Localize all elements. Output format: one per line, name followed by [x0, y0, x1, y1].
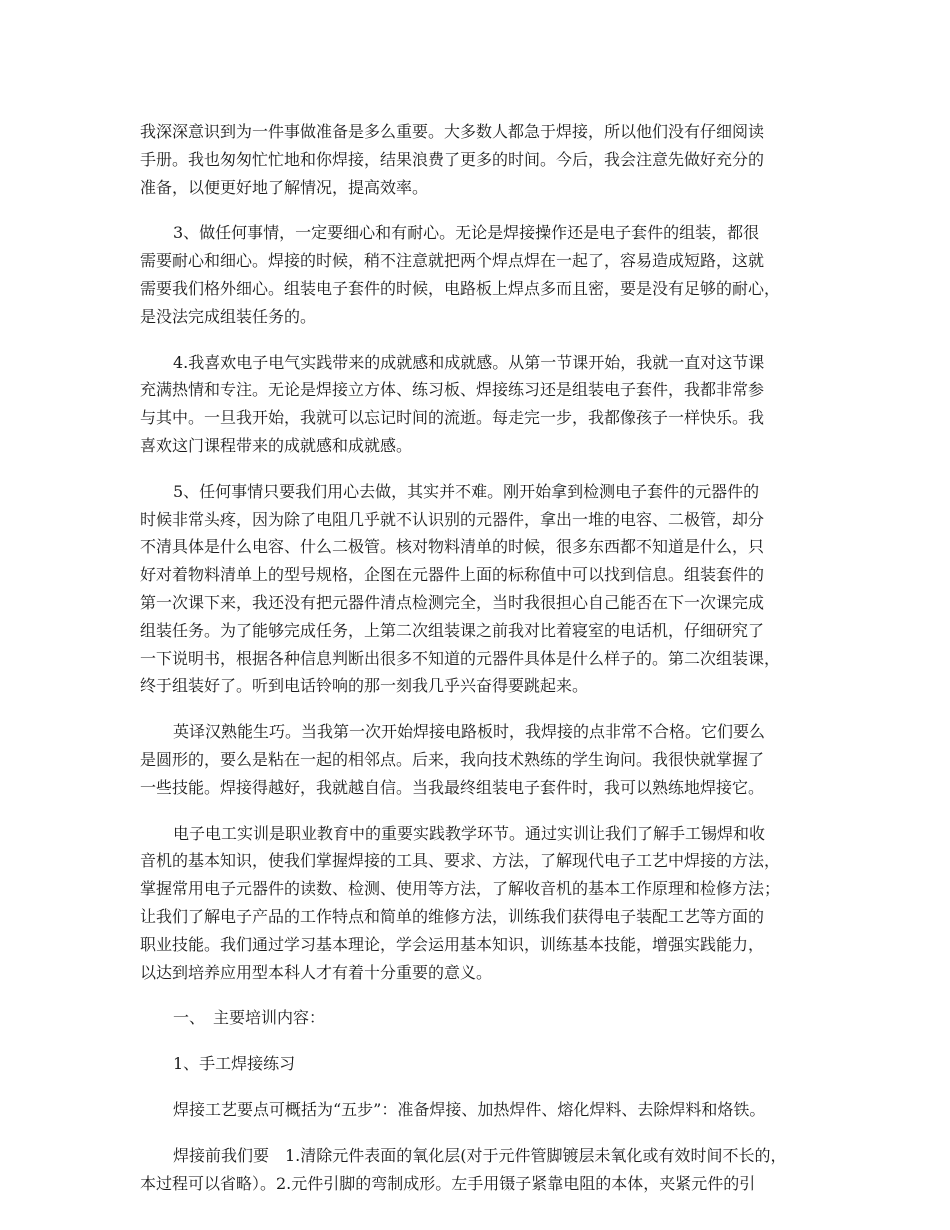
- text-line: 好对着物料清单上的型号规格，企图在元器件上面的标称值中可以找到信息。组装套件的: [140, 565, 765, 585]
- paragraph: [140, 478, 816, 700]
- paragraph: [140, 219, 816, 330]
- document-page: [140, 118, 816, 1215]
- paragraph: [140, 349, 816, 460]
- text-line: 3、做任何事情，一定要细心和有耐心。无论是焊接操作还是电子套件的组装，都很: [173, 223, 760, 243]
- text-line: 不清具体是什么电容、什么二极管。核对物料清单的时候，很多东西都不知道是什么，只: [140, 537, 765, 557]
- text-line: 充满热情和专注。无论是焊接立方体、练习板、焊接练习还是组装电子套件，我都非常参: [140, 380, 765, 400]
- text-line: 本过程可以省略）。2.元件引脚的弯制成形。左手用镊子紧靠电阻的本体，夹紧元件的引: [140, 1173, 756, 1193]
- paragraph: [140, 718, 816, 801]
- text-line: 一些技能。焊接得越好，我就越自信。当我最终组装电子套件时，我可以熟练地焊接它。: [140, 777, 765, 797]
- text-line: 一、 主要培训内容：: [173, 1008, 326, 1028]
- text-line: 手册。我也匆匆忙忙地和你焊接，结果浪费了更多的时间。今后，我会注意先做好充分的: [140, 149, 765, 169]
- text-line: 与其中。一旦我开始，我就可以忘记时间的流逝。每走完一步，我都像孩子一样快乐。我: [140, 408, 765, 428]
- text-line: 准备，以便更好地了解情况，提高效率。: [140, 177, 429, 197]
- text-line: 职业技能。我们通过学习基本理论，学会运用基本知识，训练基本技能，增强实践能力，: [140, 934, 765, 954]
- text-line: 1、手工焊接练习: [173, 1054, 296, 1074]
- text-line: 需要耐心和细心。焊接的时候，稍不注意就把两个焊点焊在一起了，容易造成短路，这就: [140, 251, 765, 271]
- text-line: 是没法完成组装任务的。: [140, 306, 317, 326]
- text-line: 英译汉熟能生巧。当我第一次开始焊接电路板时，我焊接的点非常不合格。它们要么: [173, 722, 766, 742]
- text-line: 是圆形的，要么是粘在一起的相邻点。后来，我向技术熟练的学生询问。我很快就掌握了: [140, 749, 765, 769]
- paragraph: [140, 118, 816, 201]
- text-line: 焊接工艺要点可概括为“五步”：准备焊接、加热焊件、熔化焊料、去除焊料和烙铁。: [173, 1099, 766, 1119]
- paragraph: [140, 1096, 816, 1124]
- text-line: 让我们了解电子产品的工作特点和简单的维修方法，训练我们获得电子装配工艺等方面的: [140, 906, 765, 926]
- text-line: 第一次课下来，我还没有把元器件清点检测完全，当时我很担心自己能否在下一次课完成: [140, 592, 765, 612]
- text-line: 掌握常用电子元器件的读数、检测、使用等方法，了解收音机的基本工作原理和检修方法；: [140, 879, 781, 899]
- paragraph: [140, 820, 816, 987]
- text-line: 焊接前我们要 1.清除元件表面的氧化层(对于元件管脚镀层未氧化或有效时间不长的，: [173, 1145, 787, 1165]
- text-line: 喜欢这门课程带来的成就感和成就感。: [140, 435, 413, 455]
- text-line: 我深深意识到为一件事做准备是多么重要。大多数人都急于焊接，所以他们没有仔细阅读: [140, 122, 765, 141]
- text-line: 电子电工实训是职业教育中的重要实践教学环节。通过实训让我们了解手工锡焊和收: [173, 823, 766, 843]
- paragraph: [140, 1050, 816, 1078]
- text-line: 以达到培养应用型本科人才有着十分重要的意义。: [140, 962, 493, 982]
- text-line: 需要我们格外细心。组装电子套件的时候，电路板上焊点多而且密，要是没有足够的耐心，: [140, 278, 781, 298]
- text-line: 时候非常头疼，因为除了电阻几乎就不认识别的元器件，拿出一堆的电容、二极管，却分: [140, 509, 765, 529]
- text-line: 4.我喜欢电子电气实践带来的成就感和成就感。从第一节课开始，我就一直对这节课: [173, 352, 765, 372]
- text-line: 组装任务。为了能够完成任务，上第二次组装课之前我对比着寝室的电话机，仔细研究了: [140, 620, 765, 640]
- text-line: 音机的基本知识，使我们掌握焊接的工具、要求、方法，了解现代电子工艺中焊接的方法，: [140, 851, 781, 871]
- paragraph: [140, 1004, 816, 1032]
- text-line: 一下说明书，根据各种信息判断出很多不知道的元器件具体是什么样子的。第二次组装课，: [140, 648, 781, 668]
- paragraph: [140, 1142, 816, 1198]
- text-line: 终于组装好了。听到电话铃响的那一刻我几乎兴奋得要跳起来。: [140, 676, 589, 696]
- text-line: 5、任何事情只要我们用心去做，其实并不难。刚开始拿到检测电子套件的元器件的: [173, 481, 760, 501]
